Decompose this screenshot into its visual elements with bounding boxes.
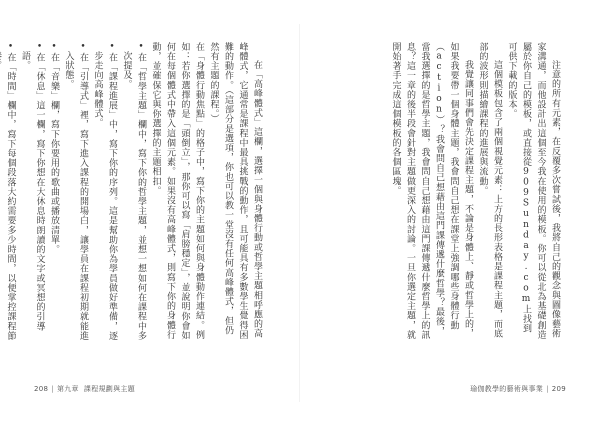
bullet-item-3: • 在「引導式」裡，寫下進入課程的開場白，讓學員在課程初期就能進入狀態。: [61, 42, 90, 342]
right-paragraph-3: 我覺讓同事們會先決定課程主題，不論是身體上、靜或哲學上的，如果我要帶一個身體主題，我會問自己想在課堂上強調哪些身體行動（action）？我會問自己想藉由這門課傳遞什麼哲學？最後，當我選擇的是哲學主題，我會問自己想藉由這門課傳遞什麼哲學上的訊息？這一章的後半段會針對主題做更深入的討論。一旦你選定主題，就開始著手完成這個模板的各個區塊。: [390, 42, 473, 340]
right-page: [300, 0, 600, 426]
chapter-label: 第九章: [56, 385, 79, 393]
bullet-item-1: • 在「哲學主題」欄中，寫下你的哲學主題，並想一想如何在課程中多次提及。: [119, 42, 148, 342]
right-page-body: [348, 42, 562, 342]
right-page-number: 209: [551, 385, 566, 393]
right-paragraph-2: 這個模板包含了兩個視覺元素：上方的長形表格是課程主題，而底部的波形則描繪課程的進展與流動。: [477, 42, 502, 339]
bullet-item-4: • 在「音樂」欄，寫下你要用的歌曲或播放清單。: [47, 42, 62, 342]
right-page-footer: [470, 384, 566, 394]
left-intro-continuation: 在「身體行動焦點」的格子中，寫下你的主題如何與身體動作連結。例如：若你選擇的是「頭倒立」，那你可以寫「肩膀穩定」，並說明你會如何在每個體式中帶入這個元素。如果沒有高峰體式，則寫下你的身體行動，並確保它與你選擇的主題相扣。: [150, 42, 204, 341]
right-paragraph-1: 注意的所有元素，在反覆多次嘗試後，我將自己的觀念與圖像藝術家溝通，而他設計出這個至今我在使用的模板。你可以從北為基礎創造屬於你自己的模板，或直接從909Sunday.com上找到可供下載的版本。: [506, 42, 560, 340]
left-page-number: 208: [34, 385, 49, 393]
left-intro-paragraph: 在「高峰體式」這欄，選擇一個與身體行動或哲學主題相呼應的高峰體式，它通常是課程中最具挑戰的動作，且可能具有多數學生覺得困難的動作。（這部分是選項，你也可以教一堂沒有任何高峰體式，但仍然有主題的課程。）: [208, 42, 262, 340]
left-page-footer: [34, 384, 135, 394]
bullet-item-2: • 在「課程進展」中，寫下你的序列。這是幫助你為學員做好準備，逐步走向高峰體式。: [90, 42, 119, 342]
book-title: 瑜伽教學的藝術與事業: [470, 385, 544, 393]
left-footer-separator: |: [51, 385, 54, 393]
bullet-item-6: • 在「時間」欄中，寫下每個段落大約需要多少時間，以便掌控課程節: [0, 42, 18, 342]
left-page-body: [5, 42, 264, 342]
chapter-title: 課程規劃與主題: [83, 385, 136, 393]
right-footer-separator: |: [546, 385, 549, 393]
bullet-item-5: • 在「休息」這一欄，寫下你想在大休息時朗讀的文字或冥想的引導語。: [18, 42, 47, 342]
